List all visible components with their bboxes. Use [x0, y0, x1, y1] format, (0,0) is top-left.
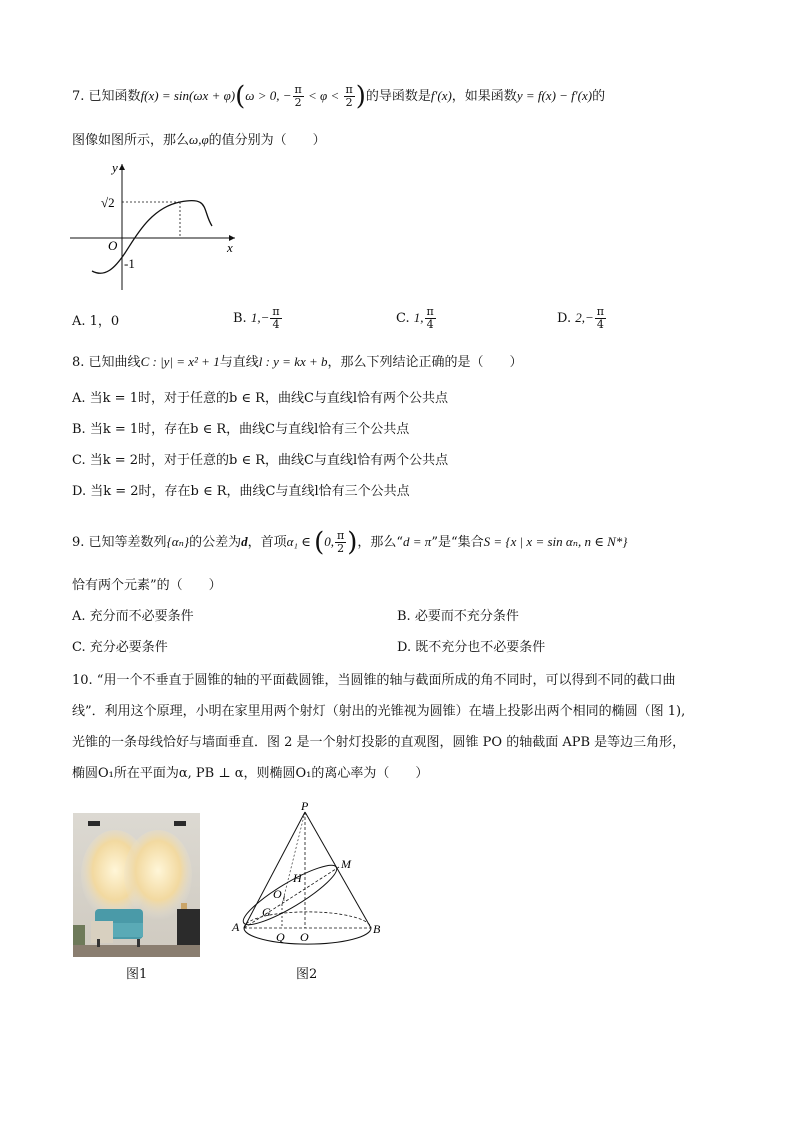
throw-blanket [91, 921, 113, 943]
label-M: M [341, 857, 351, 871]
figure2-caption: 图2 [296, 967, 318, 982]
q9-option-d: D. 既不充分也不必要条件 [397, 640, 546, 655]
label-B: B [373, 922, 381, 936]
q8-option-b: B. 当k = 1时，存在b ∈ R，曲线C与直线l恰有三个公共点 [72, 422, 410, 437]
label-O1: O₁ [273, 887, 286, 901]
min-value-label: -1 [124, 256, 135, 271]
sine-curve [92, 201, 212, 274]
q9-stem-line1: 9. 已知等差数列{αₙ}的公差为d，首项α₁ ∈ (0, $\frac{\pi}{2}$ )，那么“d = π”是“集合S = {x | x = sin αₙ, n ∈ N*} [72, 527, 628, 558]
label-P: P [301, 800, 309, 813]
q7-option-c: C. 1, $\frac{\pi}{4}$ [396, 305, 434, 331]
label-G: G [262, 905, 271, 919]
q9-stem-line2: 恰有两个元素”的（ ） [72, 578, 222, 593]
x-axis-label: x [227, 240, 233, 255]
right-spotlight [174, 821, 186, 826]
q9-option-a: A. 充分而不必要条件 [72, 609, 194, 624]
origin-label: O [108, 238, 118, 253]
q8-option-c: C. 当k = 2时，对于任意的b ∈ R，曲线C与直线l恰有两个公共点 [72, 453, 449, 468]
left-spotlight [88, 821, 100, 826]
q10-stem-line4: 椭圆O₁所在平面为α, PB ⊥ α，则椭圆O₁的离心率为（ ） [72, 766, 429, 781]
q10-stem-line1: 10. “用一个不垂直于圆锥的轴的平面截圆锥，当圆锥的轴与截面所成的角不同时，可以得到不同的截口曲 [72, 673, 676, 688]
plant [73, 925, 85, 945]
q10-stem-line3: 光锥的一条母线恰好与墙面垂直．图 2 是一个射灯投影的直观图，圆锥 PO 的轴截面 APB 是等边三角形， [72, 735, 686, 750]
peak-value-label: √2 [101, 195, 115, 210]
ellipse-major-axis [244, 867, 339, 928]
q9-number: 9. [72, 535, 85, 550]
generatrix-PA [244, 812, 305, 928]
q10-stem-line2: 线”．利用这个原理，小明在家里用两个射灯（射出的光锥视为圆锥）在墙上投影出两个相同的椭圆（图 1), [72, 704, 686, 719]
q7-option-d: D. 2,− $\frac{\pi}{4}$ [557, 305, 604, 331]
label-A: A [232, 920, 240, 934]
side-cabinet [177, 909, 200, 945]
q7-stem-line2: 图像如图所示，那么ω,φ的值分别为（ ） [72, 132, 326, 148]
q8-option-d: D. 当k = 2时，存在b ∈ R，曲线C与直线l恰有三个公共点 [72, 484, 410, 499]
q8-stem: 8. 已知曲线C : |y| = x² + 1与直线l : y = kx + b，那么下列结论正确的是（ ） [72, 354, 523, 370]
q8-option-a: A. 当k = 1时，对于任意的b ∈ R，曲线C与直线l恰有两个公共点 [72, 391, 449, 406]
figure1-caption: 图1 [126, 967, 148, 982]
q8-number: 8. [72, 355, 85, 370]
y-axis-label: y [112, 160, 118, 175]
q7-option-b: B. 1,− $\frac{\pi}{4}$ [233, 305, 280, 331]
y-axis-arrow [119, 164, 125, 170]
q7-stem-line1: 7. 已知函数f(x) = sin(ωx + φ)(ω > 0, − $\frac{\pi}{2}$ < φ < $\frac{\pi}{2}$ )的导函数是f′(x)，如果函数y = f(x) − f′(x)的 [72, 81, 606, 112]
label-O: O [300, 930, 309, 944]
q7-option-a: A. 1，0 [72, 314, 120, 329]
q7-function-graph [70, 160, 240, 292]
q9-option-b: B. 必要而不充分条件 [397, 609, 519, 624]
label-H: H [293, 871, 302, 885]
label-Q: Q [276, 930, 285, 944]
q9-option-c: C. 充分必要条件 [72, 640, 168, 655]
figure1-photo [73, 813, 200, 957]
q7-number: 7. [72, 89, 85, 104]
figure2-cone-diagram [228, 800, 388, 948]
floor [73, 945, 200, 957]
generatrix-PB [305, 812, 371, 928]
